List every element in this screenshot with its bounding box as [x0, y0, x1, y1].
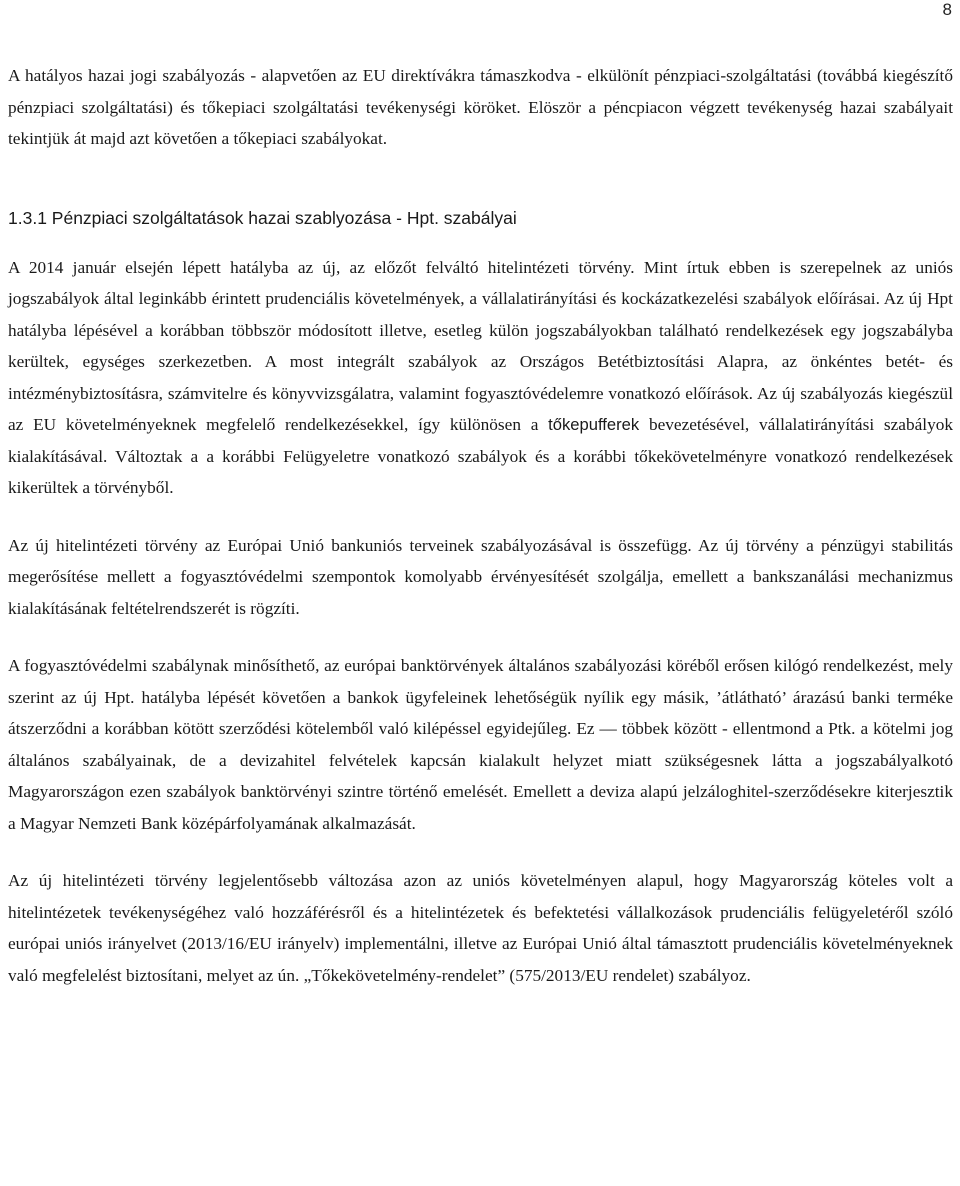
- paragraph-hpt-text-2: bevezetésével, vállalatirányítási szabályok kialakításával. Változtak a a korábbi Felügyeletre vonatkozó szabályok és a korábbi tőkekövetelményre vonatkozó rendelkezések kikerültek a törvényből.: [8, 415, 953, 497]
- tokepufferek-term: tőkepufferek: [548, 415, 640, 434]
- paragraph-intro: A hatályos hazai jogi szabályozás - alapvetően az EU direktívákra támaszkodva - elkülönít pénzpiaci-szolgáltatási (továbbá kiegészítő pénzpiaci szolgáltatási) és tőkepiaci szolgáltatási tevékenységi köröket. Elöször a péncpiacon végzett tevékenység hazai szabályait tekintjük át majd azt követően a tőkepiaci szabályokat.: [8, 66, 953, 148]
- section-heading: 1.3.1 Pénzpiaci szolgáltatások hazai szablyozása - Hpt. szabályai: [8, 207, 517, 228]
- paragraph-valtozas: Az új hitelintézeti törvény legjelentősebb változása azon az uniós követelményen alapul, hogy Magyarország köteles volt a hitelintézetek tevékenységéhez való hozzáférésről és a hitelintézetek és befektetési vállalkozások prudenciális felügyeletéről szóló európai uniós irányelvet (2013/16/EU irányelv) implementálni, illetve az Európai Unió által támasztott prudenciális követelményeknek való megfelelést biztosítani, melyet az ún. „Tőkekövetelmény-rendelet” (575/2013/EU rendelet) szabályoz.: [8, 871, 953, 985]
- paragraph-hpt-text-1: A 2014 január elsején lépett hatályba az új, az előzőt felváltó hitelintézeti törvény. Mint írtuk ebben is szerepelnek az uniós jogszabályok által leginkább érintett prudenciális követelmények, a vállalatirányítási és kockázatkezelési szabályok előírásai. Az új Hpt hatályba lépésével a korábban többször módosított illetve, esetleg külön jogszabályokban található rendelkezések egy jogszabályba kerültek, egységes szerkezetben. A most integrált szabályok az Országos Betétbiztosítási Alapra, az önkéntes betét- és intézménybiztosításra, számvitelre és könyvvizsgálatra, valamint fogyasztóvédelemre vonatkozó előírások. Az új szabályozás kiegészül az EU követelményeknek megfelelő rendelkezésekkel, így különösen a: [8, 257, 953, 434]
- paragraph-fogyasztovedelem: A fogyasztóvédelmi szabálynak minősíthető, az európai banktörvények általános szabályozási köréből erősen kilógó rendelkezést, mely szerint az új Hpt. hatályba lépését követően a bankok ügyfeleinek lehetőségük nyílik egy másik, ’átlátható’ árazású banki terméke átszerződni a korábban kötött szerződési kötelemből való kilépéssel egyidejűleg. Ez — többek között - ellentmond a Ptk. a kötelmi jog általános szabályainak, de a devizahitel felvételek kapcsán kialakult helyzet miatt szükségesnek látta a jogszabályalkotó Magyarországon ezen szabályok banktörvényi szintre történő emelését. Emellett a deviza alapú jelzáloghitel-szerződésekre kiterjesztik a Magyar Nemzeti Bank középárfolyamának alkalmazását.: [8, 656, 953, 833]
- paragraph-hpt: [8, 252, 953, 504]
- page-number: 8: [942, 0, 952, 19]
- document-body: [8, 60, 953, 991]
- paragraph-bankunio: Az új hitelintézeti törvény az Európai Unió bankuniós terveinek szabályozásával is összefügg. Az új törvény a pénzügyi stabilitás megerősítése mellett a fogyasztóvédelmi szempontok komolyabb érvényesítését szolgálja, emellett a bankszanálási mechanizmus kialakításának feltételrendszerét is rögzíti.: [8, 535, 953, 618]
